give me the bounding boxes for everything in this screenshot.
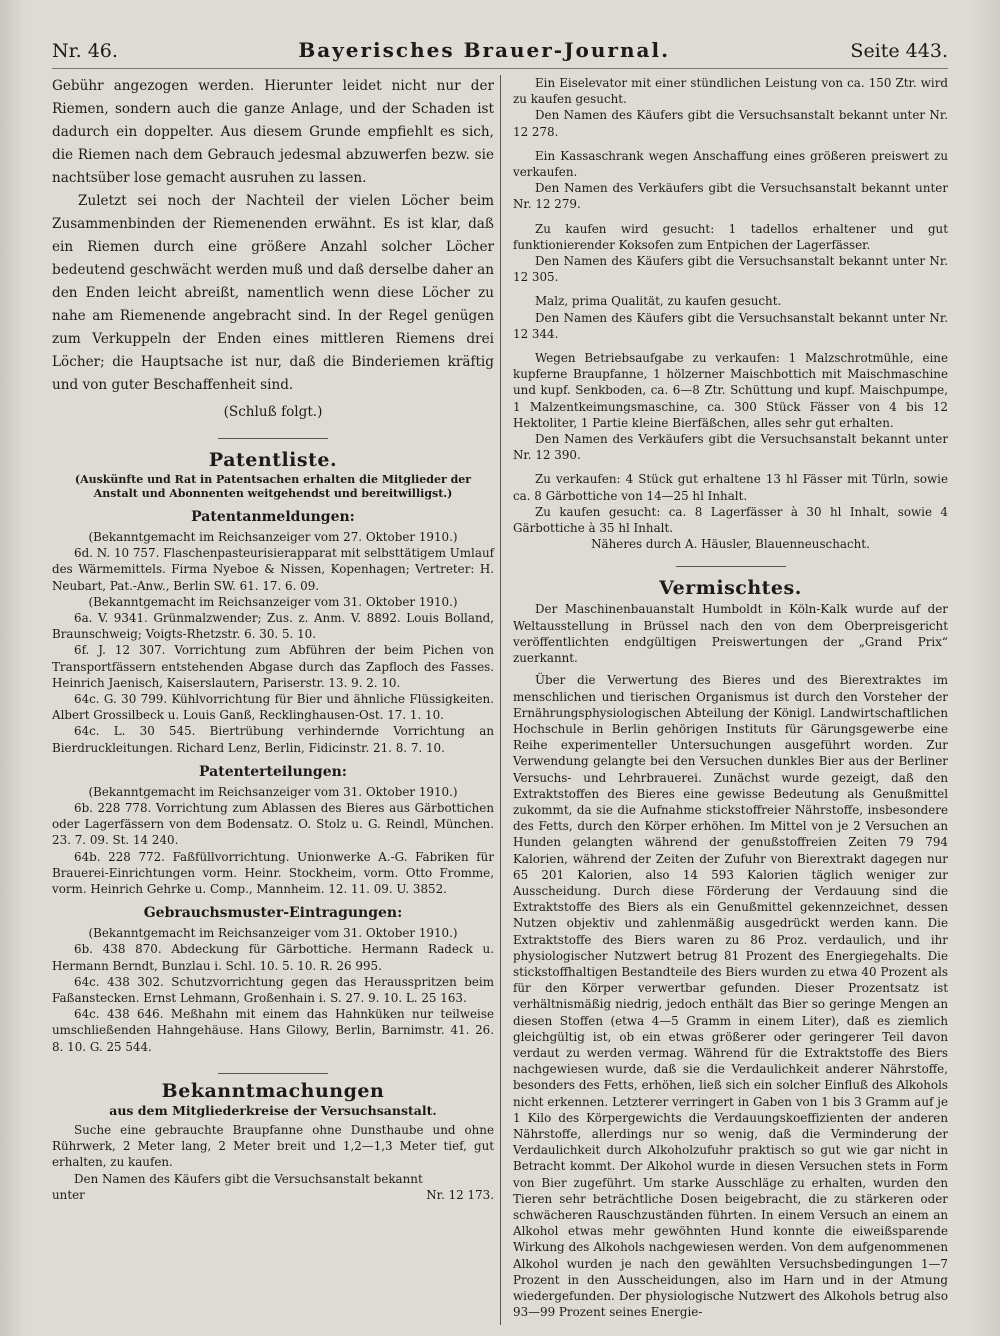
patent-entry: 64c. 438 646. Meßhahn mit einem das Hahnküken nur teilweise umschließenden Hahngehäuse. Hans Gilowy, Berlin, Barnimstr. 41. 26. 8. 10. G. 25 544. [52,1007,494,1054]
ad-contact: Den Namen des Verkäufers gibt die Versuchsanstalt bekannt unter Nr. 12 390. [513,432,948,463]
ad-text: Zu kaufen wird gesucht: 1 tadellos erhaltener und gut funktionierender Koksofen zum Entpichen der Lagerfässer. [513,221,948,252]
patent-entry: 64c. G. 30 799. Kühlvorrichtung für Bier und ähnliche Flüssigkeiten. Albert Grossilbeck u. Louis Ganß, Recklinghausen-Ost. 17. 1. 10. [52,692,494,723]
ad-contact: Den Namen des Käufers gibt die Versuchsanstalt bekannt unter Nr. 12 344. [513,310,948,341]
patent-note: (Auskünfte und Rat in Patentsachen erhalten die Mitglieder der Anstalt und Abonnenten weitgehendst und bereitwilligst.) [74,473,472,500]
announcement-contact: Den Namen des Käufers gibt die Versuchsanstalt bekannt [74,1171,423,1186]
unter-label: unter [52,1187,85,1202]
subsection-anmeldungen: Patentanmeldungen: [191,509,355,525]
page-header [52,38,948,69]
announcement: Suche eine gebrauchte Braupfanne ohne Dunsthaube und ohne Rührwerk, 2 Meter lang, 2 Meter breit und 1,2—1,3 Meter tief, gut erhalten, zu kaufen. [52,1122,494,1170]
patent-entry: 6a. V. 9341. Grünmalzwender; Zus. z. Anm. V. 8892. Louis Bolland, Braunschweig; Voigts-Rhetzstr. 6. 30. 5. 10. [52,611,494,642]
ad-contact: Den Namen des Käufers gibt die Versuchsanstalt bekannt unter Nr. 12 305. [513,254,948,285]
patent-entry: 6f. J. 12 307. Vorrichtung zum Abführen der beim Pichen von Transportfässern entstehenden Abgase durch das Zapfloch des Fasses. Heinrich Jaenisch, Kaiserslautern, Pariserstr. 13. 9. 2. 10. [52,643,494,690]
patent-entry: 64c. L. 30 545. Biertrübung verhindernde Vorrichtung an Bierdruckleitungen. Richard Lenz, Berlin, Fidicinstr. 21. 8. 7. 10. [52,724,494,755]
ad-text: Zu kaufen gesucht: ca. 8 Lagerfässer à 30 hl Inhalt, sowie 4 Gärbottiche à 35 hl Inhalt. [513,504,948,536]
patent-section [52,509,494,1203]
section-title-bekanntmachungen: Bekanntmachungen [161,1079,385,1102]
journal-title: Bayerisches Brauer-Journal. [298,38,671,62]
paragraph: Gebühr angezogen werden. Hierunter leidet nicht nur der Riemen, sondern auch die ganze Anlage, und der Schaden ist dadurch ein doppelter. Aus diesem Grunde empfiehlt es sich, die Riemen nach dem Gebrauch jedesmal abzuwerfen bezw. sie nachtsüber lose gemacht ausruhen zu lassen. [52,78,494,186]
columns [52,75,948,1325]
patent-entry: 6b. 438 870. Abdeckung für Gärbottiche. Hermann Radeck u. Hermann Berndt, Bunzlau i. Schl. 10. 5. 10. R. 26 995. [52,942,494,973]
paragraph: Zuletzt sei noch der Nachteil der vielen Löcher beim Zusammenbinden der Riemenenden erwähnt. Es ist klar, daß ein Riemen durch eine größere Anzahl solcher Löcher bedeutend geschwächt werden muß und daß derselbe daher an den Enden leicht abreißt, namentlich wenn diese Löcher zu nahe am Riemenende angebracht sind. In der Regel genügen zum Verkuppeln der Enden eines mittleren Riemens drei Löcher; die Hauptsache ist nur, daß die Binderiemen kräftig und von guter Beschaffenheit sind. [52,193,494,393]
left-column [52,75,500,1325]
issue-number: Nr. 46. [52,40,118,62]
patent-entry: 6d. N. 10 757. Flaschenpasteurisierapparat mit selbsttätigem Umlauf des Wärmemittels. Firma Nyeboe & Nissen, Kopenhagen; Vertreter: H. Neubart, Pat.-Anw., Berlin SW. 61. 17. 6. 09. [52,546,494,593]
announcement-number-line [52,1187,494,1203]
ad-contact: Den Namen des Verkäufers gibt die Versuchsanstalt bekannt unter Nr. 12 279. [513,181,948,212]
ad-text: Zu verkaufen: 4 Stück gut erhaltene 13 hl Fässer mit Türln, sowie ca. 8 Gärbottiche von 14—25 hl Inhalt. [513,472,948,503]
divider [218,1073,328,1074]
right-column [500,75,948,1325]
section-title-patentliste: Patentliste. [208,449,338,471]
publication-note: (Bekanntgemacht im Reichsanzeiger vom 31. Oktober 1910.) [88,594,458,609]
section-title-vermischtes: Vermischtes. [659,577,802,600]
ad-text: Ein Kassaschrank wegen Anschaffung eines größeren preiswert zu verkaufen. [513,148,948,180]
divider [676,566,786,567]
subsection-gebrauchsmuster: Gebrauchsmuster-Eintragungen: [143,905,403,922]
patent-entry: 6b. 228 778. Vorrichtung zum Ablassen des Bieres aus Gärbottichen oder Lagerfässern von dem Bodensatz. O. Stolz u. G. Reindl, München. 23. 7. 09. St. 14 240. [52,801,494,848]
publication-note: (Bekanntgemacht im Reichsanzeiger vom 27. Oktober 1910.) [88,530,458,544]
news-item: Über die Verwertung des Bieres und des Bierextraktes im menschlichen und tierischen Organismus ist durch den Vorsteher der Ernährungsphysiologischen Abteilung der Königl. Landwirtschaftlichen Hochschule in Berlin gehörigen Instituts für Gärungsgewerbe eine Reihe experimenteller Untersuchungen ausgeführt worden. Zur Verwendung gelangte bei den Versuchen dunkles Bier aus der Berliner Versuchs- und Lehrbrauerei. Zunächst wurde gezeigt, daß den Extraktstoffen des Bieres eine gewisse Bedeutung als Genußmittel zukommt, da sie die Aufnahme stickstoffreier Nährstoffe, insbesondere des Fetts, durch den Körper erhöhen. Im Mittel von je 2 Versuchen an Hunden gelangten während der genußstoffreien Zeiten 79 794 Kalorien, während der Zeiten der Zufuhr von Bierextrakt dagegen nur 65 201 Kalorien, also 14 593 Kalorien täglich weniger zur Ausscheidung. Durch diese Förderung der Verdauung sind die Extraktstoffe des Biers als ein Genußmittel gekennzeichnet, dessen Nutzen objektiv und zahlenmäßig ausgedrückt werden kann. Die Extraktstoffe des Biers waren zu 86 Proz. verdaulich, und ihr physiologischer Nutzwert betrug 81 Prozent des Energiegehalts. Die stickstoffhaltigen Bestandteile des Biers wurden zu etwa 40 Prozent als für den Körper verwertbar gefunden. Dieser Prozentsatz ist verhältnismäßig niedrig, jedoch enthält das Bier so geringe Mengen an diesen Stoffen (etwa 4—5 Gramm in einem Liter), daß es ziemlich gleichgültig ist, ob ein etwas größerer oder geringerer Teil davon verdaut zu werden vermag. Während für die Extraktstoffe des Biers nachgewiesen wurde, daß sie die Verdaulichkeit anderer Nährstoffe, besonders des Fetts, erhöhen, ließ sich ein solcher Einfluß des Alkohols nicht erkennen. Letzterer verringert in Gaben von 1 bis 3 Gramm auf je 1 Kilo des Körpergewichts die Verdauungskoeffizienten der anderen Nährstoffe, allerdings nur so wenig, daß die Verminderung der Verdaulichkeit durch Alkoholzufuhr praktisch so gut wie gar nicht in Betracht kommt. Der Alkohol wurde in diesen Versuchen stets in Form von Bier zugeführt. Um starke Ausschläge zu erhalten, wurden den Tieren sehr beträchtliche Dosen beigebracht, die zu stärkeren oder schwächeren Rauschzuständen führten. In einem Versuch an einem an Alkohol etwas mehr gewöhnten Hund konnte die eiweißsparende Wirkung des Alkohols nachgewiesen werden. Von dem aufgenommenen Alkohol wurden je nach den gewählten Versuchsbedingungen 1—7 Prozent in den Ausscheidungen, also im Harn und in der Atmung wiedergefunden. Der physiologische Nutzwert des Alkohols betrug also 93—99 Prozent seines Energie- [513,673,948,1320]
patent-entry: 64b. 228 772. Faßfüllvorrichtung. Unionwerke A.-G. Fabriken für Brauerei-Einrichtungen vorm. Heinr. Stockheim, vorm. Otto Fromme, vorm. Heinrich Gehrke u. Comp., Mannheim. 12. 11. 09. U. 3852. [52,849,494,897]
publication-note: (Bekanntgemacht im Reichsanzeiger vom 31. Oktober 1910.) [88,784,458,799]
news-item: Der Maschinenbauanstalt Humboldt in Köln-Kalk wurde auf der Weltausstellung in Brüssel nach den von dem Oberpreisgericht veröffentlichten endgültigen Preiswertungen der „Grand Prix“ zuerkannt. [513,602,948,666]
patent-entry: 64c. 438 302. Schutzvorrichtung gegen das Herausspritzen beim Faßanstecken. Ernst Lehmann, Großenhain i. S. 27. 9. 10. L. 25 163. [52,974,494,1006]
ad-text: Wegen Betriebsaufgabe zu verkaufen: 1 Malzschrotmühle, eine kupferne Braupfanne, 1 hölzerner Maischbottich mit Maischmaschine und kupf. Senkboden, ca. 6—8 Ztr. Schüttung und kupf. Maischpumpe, 1 Malzentkeimungsmaschine, ca. 300 Stück Fässer von 4 bis 12 Hektoliter, 1 Partie kleine Bierfäßchen, alles sehr gut erhalten. [513,351,948,430]
ad-text: Malz, prima Qualität, zu kaufen gesucht. [535,294,782,309]
article-continuation [52,75,494,424]
divider [218,438,328,439]
section-subtitle: aus dem Mitgliederkreise der Versuchsanstalt. [109,1102,437,1118]
ad-contact: Näheres durch A. Häusler, Blauenneuschacht. [591,537,870,552]
subsection-erteilungen: Patenterteilungen: [199,763,347,780]
ad-text: Ein Eiselevator mit einer stündlichen Leistung von ca. 150 Ztr. wird zu kaufen gesucht. [513,76,948,107]
reference-number: Nr. 12 173. [426,1187,494,1202]
page-number: Seite 443. [850,40,948,62]
to-be-continued: (Schluß folgt.) [223,404,323,420]
ad-contact: Den Namen des Käufers gibt die Versuchsanstalt bekannt unter Nr. 12 278. [513,108,948,139]
publication-note: (Bekanntgemacht im Reichsanzeiger vom 31. Oktober 1910.) [88,926,458,941]
